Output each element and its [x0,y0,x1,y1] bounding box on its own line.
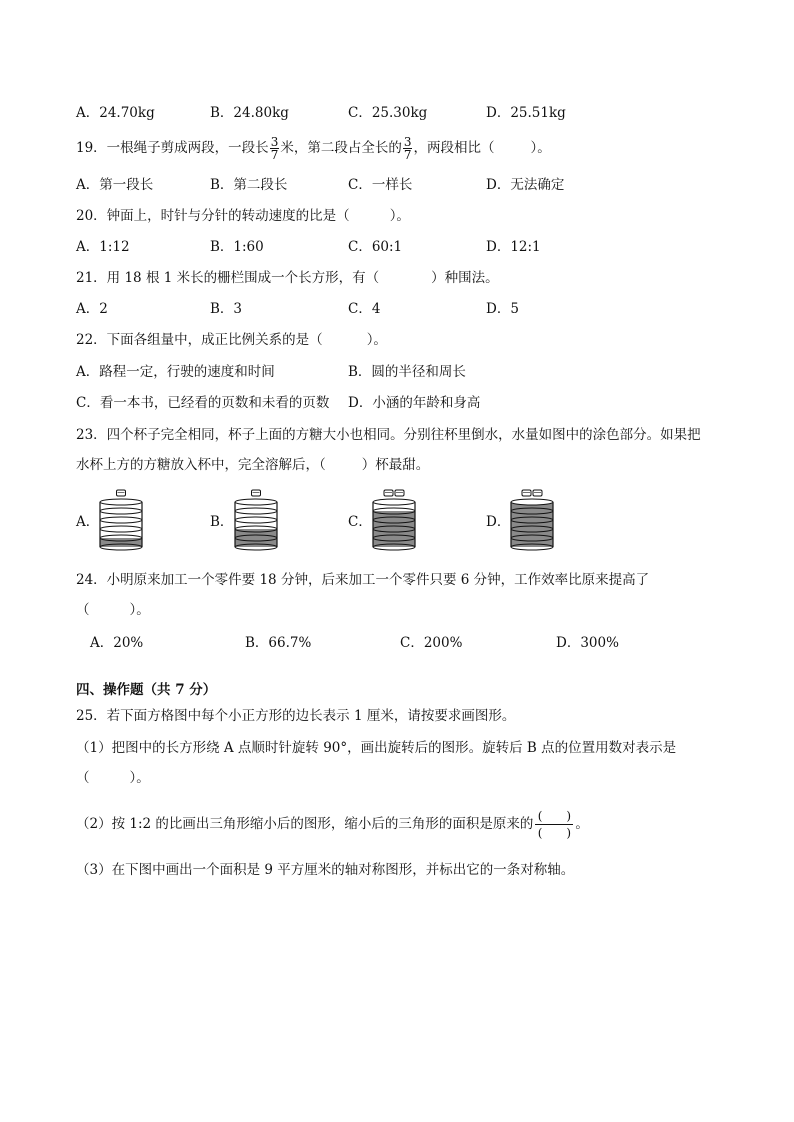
sugar-cube-icon [384,490,393,496]
q19-option-b[interactable]: B．第二段长 [210,177,288,193]
q25-sub2-fraction-num: ( ) [535,808,573,825]
q23-option-b-label[interactable]: B． [210,514,234,530]
cup-rim [235,499,277,505]
q19-fraction-1 [270,136,280,161]
q25-sub2-fraction-den: ( ) [537,826,572,840]
q25-sub2-text-2: 。 [575,816,589,832]
q24-option-d[interactable]: D．300% [556,635,619,651]
q18-option-c[interactable]: C．25.30kg [348,105,428,121]
q20-option-c[interactable]: C．60:1 [348,239,403,255]
q24-text-2: ）。 [129,602,150,618]
q24-stem-line-2 [76,600,150,620]
q19-option-c[interactable]: C．一样长 [348,177,413,193]
cup-layer-line [235,517,277,523]
q19-text-1: 19．一根绳子剪成两段，一段长 [76,140,269,156]
q19-fraction-2-den: 7 [403,148,412,162]
water-fill [373,511,415,547]
q19-stem [76,136,551,161]
q21-text-1: 21．用 18 根 1 米长的栅栏围成一个长方形，有（ [76,270,380,286]
q21-stem [76,268,499,288]
q19-option-a[interactable]: A．第一段长 [76,177,154,193]
q18-option-b[interactable]: B．24.80kg [210,105,289,121]
q23-option-a-label[interactable]: A． [76,514,100,530]
q23-text-1: 水杯上方的方糖放入杯中，完全溶解后，（ [76,457,326,473]
q25-sub2 [76,808,589,841]
cup-layer-line [100,517,142,523]
cup-drawing [98,488,144,554]
q20-option-b[interactable]: B．1:60 [210,239,264,255]
q20-option-a[interactable]: A．1:12 [76,239,130,255]
q23-option-c-label[interactable]: C． [348,514,372,530]
q25-sub3: （3）在下图中画出一个面积是 9 平方厘米的轴对称图形，并标出它的一条对称轴。 [76,862,575,878]
cup-b [233,488,279,554]
q22-text-2: ）。 [366,332,387,348]
q22-option-c[interactable]: C．看一本书，已经看的页数和未看的页数 [76,395,330,411]
q19-fraction-1-num: 3 [270,135,279,149]
q25-sub1-line-1: （1）把图中的长方形绕 A 点顺时针旋转 90°，画出旋转后的图形。旋转后 B 点的位置用数对表示是 [76,740,677,756]
cup-a [98,488,144,554]
cup-layer-line [100,508,142,514]
q25-sub1-text-1: （ [76,770,90,786]
sugar-cube-icon [522,490,531,496]
cup-drawing [233,488,279,554]
sugar-cube-icon [395,490,404,496]
q19-fraction-2-num: 3 [403,135,412,149]
q22-option-d[interactable]: D．小涵的年龄和身高 [348,395,481,411]
sugar-cube-icon [117,490,126,496]
q20-text-1: 20．钟面上，时针与分针的转动速度的比是（ [76,208,350,224]
cup-c [371,488,417,554]
q20-stem [76,206,410,226]
q25-sub2-fraction[interactable] [535,808,573,841]
q23-option-d-label[interactable]: D． [486,514,511,530]
q19-text-3: ，两段相比（ [413,140,495,156]
q24-option-a[interactable]: A．20% [90,635,144,651]
q18-option-a[interactable]: A．24.70kg [76,105,155,121]
q19-text-4: ）。 [530,140,551,156]
q23-stem-line-1: 23．四个杯子完全相同，杯子上面的方糖大小也相同。分别往杯里倒水，水量如图中的涂色部分。如果把 [76,427,701,443]
cup-rim [511,499,553,505]
q25-sub1-line-2 [76,768,150,788]
q19-text-2: 米，第二段占全长的 [280,140,402,156]
q22-option-a[interactable]: A．路程一定，行驶的速度和时间 [76,364,275,380]
section-4-heading: 四、操作题（共 7 分） [76,682,217,698]
q24-option-c[interactable]: C．200% [400,635,463,651]
q25-sub2-text-1: （2）按 1:2 的比画出三角形缩小后的图形，缩小后的三角形的面积是原来的 [76,816,534,832]
q21-option-a[interactable]: A．2 [76,301,108,317]
q25-sub1-text-2: ）。 [129,770,150,786]
cup-d [509,488,555,554]
q23-stem-line-2 [76,455,429,475]
q19-fraction-1-den: 7 [270,148,279,162]
q21-option-d[interactable]: D．5 [486,301,519,317]
cup-layer-line [235,508,277,514]
q21-text-2: ）种围法。 [431,270,499,286]
q24-stem-line-1: 24．小明原来加工一个零件要 18 分钟，后来加工一个零件只要 6 分钟，工作效率比原来提高了 [76,572,650,588]
q24-option-b[interactable]: B．66.7% [245,635,312,651]
q21-option-c[interactable]: C．4 [348,301,381,317]
sugar-cube-icon [533,490,542,496]
cup-rim [100,499,142,505]
q21-option-b[interactable]: B．3 [210,301,243,317]
q22-text-1: 22．下面各组量中，成正比例关系的是（ [76,332,323,348]
q22-option-b[interactable]: B．圆的半径和周长 [348,364,466,380]
q24-text-1: （ [76,602,90,618]
water-fill [100,538,142,547]
q18-option-d[interactable]: D．25.51kg [486,105,566,121]
q19-fraction-2 [403,136,413,161]
q25-stem: 25．若下面方格图中每个小正方形的边长表示 1 厘米，请按要求画图形。 [76,708,516,724]
q20-text-2: ）。 [389,208,410,224]
q19-option-d[interactable]: D．无法确定 [486,177,565,193]
cup-drawing [509,488,555,554]
cup-layer-line [100,526,142,532]
q23-text-2: ）杯最甜。 [361,457,430,473]
q22-stem [76,330,387,350]
cup-drawing [371,488,417,554]
sugar-cube-icon [252,490,261,496]
q20-option-d[interactable]: D．12:1 [486,239,541,255]
cup-rim [373,499,415,505]
